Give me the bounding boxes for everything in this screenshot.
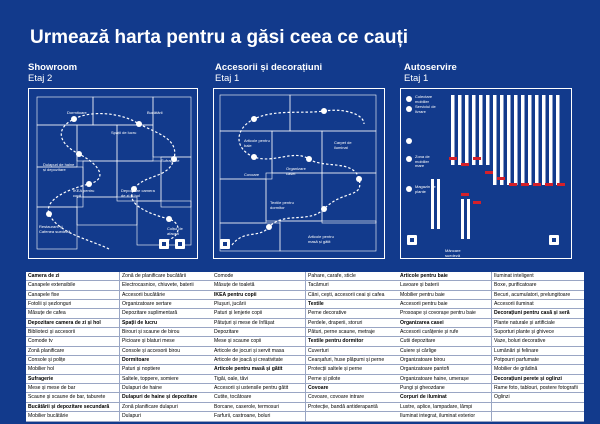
map-label-bucatarii: Bucătării	[147, 110, 163, 115]
section-header-accessories	[215, 62, 385, 85]
section-name: Accesorii și decorațiuni	[215, 62, 323, 73]
table-row	[26, 347, 212, 356]
table-cell-left: Lavoare și baterii	[400, 282, 439, 289]
table-cell-right: Plante naturale și artificiale	[491, 319, 584, 327]
section-name: Autoservire	[404, 62, 457, 73]
table-cell-left: Măsuțe de cafea	[28, 310, 66, 317]
table-cell-right: Perne și pilote	[305, 375, 398, 383]
table-cell-right: Suporturi plante și ghivece	[491, 328, 584, 336]
table-cell-right: Zonă planificare dulapuri	[119, 403, 212, 411]
table-cell-left: Canapele fixe	[28, 291, 60, 298]
table-cell-right: Vaze, boluri decorative	[491, 337, 584, 345]
table-cell-left: Cutii depozitare	[400, 338, 436, 345]
table-cell-left: Borcane, caserole, termosuri	[214, 403, 280, 410]
table-cell-left: Pungi și gheozdane	[400, 385, 445, 392]
table-row	[26, 403, 212, 412]
table-cell-left: Accesorii și ustensile pentru gătit	[214, 385, 289, 392]
table-cell-left: Cuiere și cârlige	[400, 347, 437, 354]
table-row	[212, 365, 398, 374]
table-row	[212, 272, 398, 281]
table-cell-left: Mese și mese de bar	[28, 385, 76, 392]
table-row	[398, 281, 584, 290]
table-row	[26, 393, 212, 402]
table-cell-right: Electrocasnice, chiuvete, baterii	[119, 281, 212, 289]
table-cell-left: Organizatoare birou	[400, 357, 446, 364]
table-cell-right: Dormitoare	[119, 356, 212, 364]
table-row	[212, 319, 398, 328]
table-cell-left: Iluminat integrat, iluminat exterior	[400, 413, 476, 420]
table-cell-right: Accesorii iluminat	[491, 300, 584, 308]
table-cell-right: Perdele, draperii, storuri	[305, 319, 398, 327]
table-cell-right: Organizatoare sertare	[119, 300, 212, 308]
showroom-map	[28, 88, 198, 259]
table-row	[398, 384, 584, 393]
table-row	[212, 403, 398, 412]
table-cell-left: Măsuțe de toaletă	[214, 282, 255, 289]
table-row	[398, 347, 584, 356]
table-row	[212, 309, 398, 318]
table-row	[26, 300, 212, 309]
table-cell-right: Textile	[305, 300, 398, 308]
table-row	[398, 403, 584, 412]
table-cell-left: Organizatoare haine, umerașe	[400, 375, 469, 382]
table-cell-right: Dulapuri	[119, 412, 212, 420]
table-cell-right: Mobilier de grădină	[491, 365, 584, 373]
table-cell-right	[305, 412, 398, 420]
map-label-colt-afaceri: Colțul de afaceri	[167, 226, 183, 236]
map-label-mobilier-mare: Zona de mobilier mare	[415, 154, 430, 169]
table-cell-right: Picioare și blaturi mese	[119, 337, 212, 345]
table-cell-left: Prosoape și covorașe pentru baie	[400, 310, 476, 317]
section-floor: Etaj 2	[28, 73, 53, 84]
table-cell-right: Decorațiuni perete și oglinzi	[491, 375, 584, 383]
table-cell-left: Accesorii pentru baie	[400, 301, 448, 308]
table-row	[212, 412, 398, 421]
table-cell-right: Boxe, purificatoare	[491, 281, 584, 289]
table-cell-left: Sufragerie	[28, 375, 54, 382]
table-cell-left: Biblioteci și accesorii	[28, 329, 75, 336]
table-row	[398, 328, 584, 337]
index-table-accessories	[212, 272, 398, 422]
table-cell-right: Depozitare suplimentară	[119, 309, 212, 317]
table-cell-left: Tigăi, oale, tăvi	[214, 375, 249, 382]
table-cell-left: Mobilier hol	[28, 366, 55, 373]
index-table-selfservice	[398, 272, 584, 422]
table-row	[398, 365, 584, 374]
table-cell-right: Zonă de planificare bucătării	[119, 272, 212, 280]
table-cell-right: Pături, perne scaune, metraje	[305, 328, 398, 336]
table-cell-left: Depozitare	[214, 329, 239, 336]
table-cell-left: Farfurii, castroane, boluri	[214, 413, 271, 420]
table-cell-left: Depozitare camera de zi și hol	[28, 319, 101, 326]
table-row	[212, 337, 398, 346]
table-cell-left: Cutite, tocătoare	[214, 394, 252, 401]
table-cell-right: Paturi și noptiere	[119, 365, 212, 373]
map-label-iluminat: Carpet de iluminat	[334, 140, 352, 150]
table-row	[398, 309, 584, 318]
table-row	[26, 375, 212, 384]
map-label-plante: Magazin de plante	[415, 184, 436, 194]
table-row	[212, 384, 398, 393]
table-row	[212, 356, 398, 365]
table-row	[398, 319, 584, 328]
map-label-sufragerie: Sufragerie	[161, 158, 180, 163]
table-cell-right: Textile pentru dormitor	[305, 337, 398, 345]
table-cell-left: Articole pentru masă și gătit	[214, 366, 283, 373]
table-row	[398, 337, 584, 346]
section-name: Showroom	[28, 62, 78, 73]
table-cell-right	[491, 403, 584, 411]
map-label-covoare: Covoare	[244, 172, 260, 177]
table-cell-right: Console și accesorii birou	[119, 347, 212, 355]
table-cell-right: Lumânări și felinare	[491, 347, 584, 355]
map-label-spatii-lucru: Spații de lucru	[111, 130, 137, 135]
table-cell-left: Articole pentru baie	[400, 273, 448, 279]
table-cell-left: Articole de jocuri și servit masa	[214, 347, 285, 354]
table-cell-right: Potpourri parfumate	[491, 356, 584, 364]
table-row	[212, 375, 398, 384]
table-row	[212, 300, 398, 309]
table-cell-left: Camera de zi	[28, 273, 60, 279]
table-cell-right: Dulapuri de haine	[119, 384, 212, 392]
table-cell-right: Decorațiuni pentru casă și seră	[491, 309, 584, 317]
table-cell-right: Oglinzi	[491, 393, 584, 401]
table-row	[398, 300, 584, 309]
map-label-ikea-copii: IKEA pentru copii	[73, 188, 95, 198]
table-row	[26, 337, 212, 346]
table-cell-right: Covoare, covoare intrare	[305, 393, 398, 401]
table-row	[398, 393, 584, 402]
table-cell-left: Bucătării și depozitare secundară	[28, 403, 110, 410]
table-cell-right: Căni, cești, accesorii ceai și cafea	[305, 291, 398, 299]
map-label-dormitoare: Dormitoare	[67, 110, 87, 115]
table-cell-right: Becuri, acumulatori, prelungitoare	[491, 291, 584, 299]
table-row	[398, 272, 584, 281]
map-label-restaurant: Restaurant și Cafenea suedeză	[39, 224, 71, 234]
table-cell-left: Comode	[214, 273, 234, 279]
table-row	[212, 328, 398, 337]
table-row	[26, 328, 212, 337]
table-row	[212, 291, 398, 300]
table-cell-left: Comode tv	[28, 338, 53, 345]
table-cell-left: Pătuțuri și mese de înfășat	[214, 319, 275, 326]
table-cell-right: Spații de lucru	[119, 319, 212, 327]
map-label-dulapuri: Dulapuri de haine și depozitare	[43, 162, 75, 172]
table-cell-left: Canapele extensibile	[28, 282, 76, 289]
table-cell-right	[491, 412, 584, 420]
table-cell-left: Scaune și scaune de bar, taburete	[28, 394, 106, 401]
page-title: Urmează harta pentru a găsi ceea ce cauți	[30, 27, 409, 48]
selfservice-floorplan	[401, 89, 570, 257]
table-row	[26, 365, 212, 374]
table-cell-left: Mese și scaune copii	[214, 338, 262, 345]
map-label-livrare: Serviciul de livrare	[415, 104, 436, 114]
table-cell-right: Protecții saltele și perne	[305, 365, 398, 373]
table-cell-left: Organizarea casei	[400, 319, 444, 326]
table-cell-left: Zonă planificare	[28, 347, 65, 354]
table-cell-right: Covoare	[305, 384, 398, 392]
table-cell-right: Rame foto, tablouri, postere fotografii	[491, 384, 584, 392]
section-header-showroom	[28, 62, 198, 85]
table-cell-left: Fotolii și șezlonguri	[28, 301, 72, 308]
table-cell-right: Iluminat inteligent	[491, 272, 584, 280]
table-row	[212, 393, 398, 402]
map-label-masa-gatit: Articole pentru masă și gătit	[308, 234, 334, 244]
map-label-mancare: Mâncare suedeză	[445, 248, 461, 258]
table-row	[398, 412, 584, 421]
table-cell-left: Accesorii curățenie și rufe	[400, 329, 459, 336]
section-header-selfservice	[404, 62, 574, 85]
table-cell-left: Paturi și lenjerie copii	[214, 310, 263, 317]
table-cell-right: Perne decorative	[305, 309, 398, 317]
table-cell-left: IKEA pentru copii	[214, 291, 257, 298]
table-cell-left: Pluşuri, jucării	[214, 301, 246, 308]
map-label-depozitare: Depozitare camera de zi și hol	[121, 188, 155, 198]
map-label-colectare: Colectare mobilier	[415, 94, 433, 104]
table-cell-left: Articole de joacă și creativitate	[214, 357, 283, 364]
table-row	[26, 356, 212, 365]
map-label-organizare: Organizare casei	[286, 166, 306, 176]
table-row	[26, 291, 212, 300]
table-cell-left: Lustre, aplice, lampadare, lămpi	[400, 403, 473, 410]
table-cell-left: Mobilier bucătărie	[28, 413, 69, 420]
map-label-textile-dormitor: Textile pentru dormitor	[270, 200, 294, 210]
table-row	[26, 281, 212, 290]
table-row	[26, 319, 212, 328]
table-row	[212, 281, 398, 290]
table-cell-right: Saltele, toppere, somiere	[119, 375, 212, 383]
table-cell-right: Cuverturi	[305, 347, 398, 355]
section-floor: Etaj 1	[404, 73, 429, 84]
table-row	[398, 375, 584, 384]
table-cell-right: Tacâmuri	[305, 281, 398, 289]
table-cell-right: Birouri și scaune de birou	[119, 328, 212, 336]
table-cell-left: Corpuri de iluminat	[400, 394, 447, 401]
table-cell-left: Organizatoare pantofi	[400, 366, 449, 373]
table-cell-right: Dulapuri de haine și depozitare	[119, 393, 212, 401]
table-cell-left: Mobilier pentru baie	[400, 291, 445, 298]
accessories-map	[213, 88, 385, 259]
table-row	[26, 272, 212, 281]
index-table-showroom	[26, 272, 212, 422]
table-row	[26, 384, 212, 393]
table-row	[398, 291, 584, 300]
table-row	[26, 412, 212, 421]
table-row	[212, 347, 398, 356]
table-cell-left: Console și polițe	[28, 357, 66, 364]
map-label-articole-baie: Articole pentru baie	[244, 138, 270, 148]
table-cell-right: Accesorii bucătărie	[119, 291, 212, 299]
table-cell-right: Cearșafuri, huse plăpumi și perne	[305, 356, 398, 364]
table-cell-right: Pahare, carafe, sticle	[305, 272, 398, 280]
table-row	[26, 309, 212, 318]
table-row	[398, 356, 584, 365]
section-floor: Etaj 1	[215, 73, 240, 84]
table-cell-right: Protecție, bandă antiderapantă	[305, 403, 398, 411]
selfservice-map	[400, 88, 572, 259]
